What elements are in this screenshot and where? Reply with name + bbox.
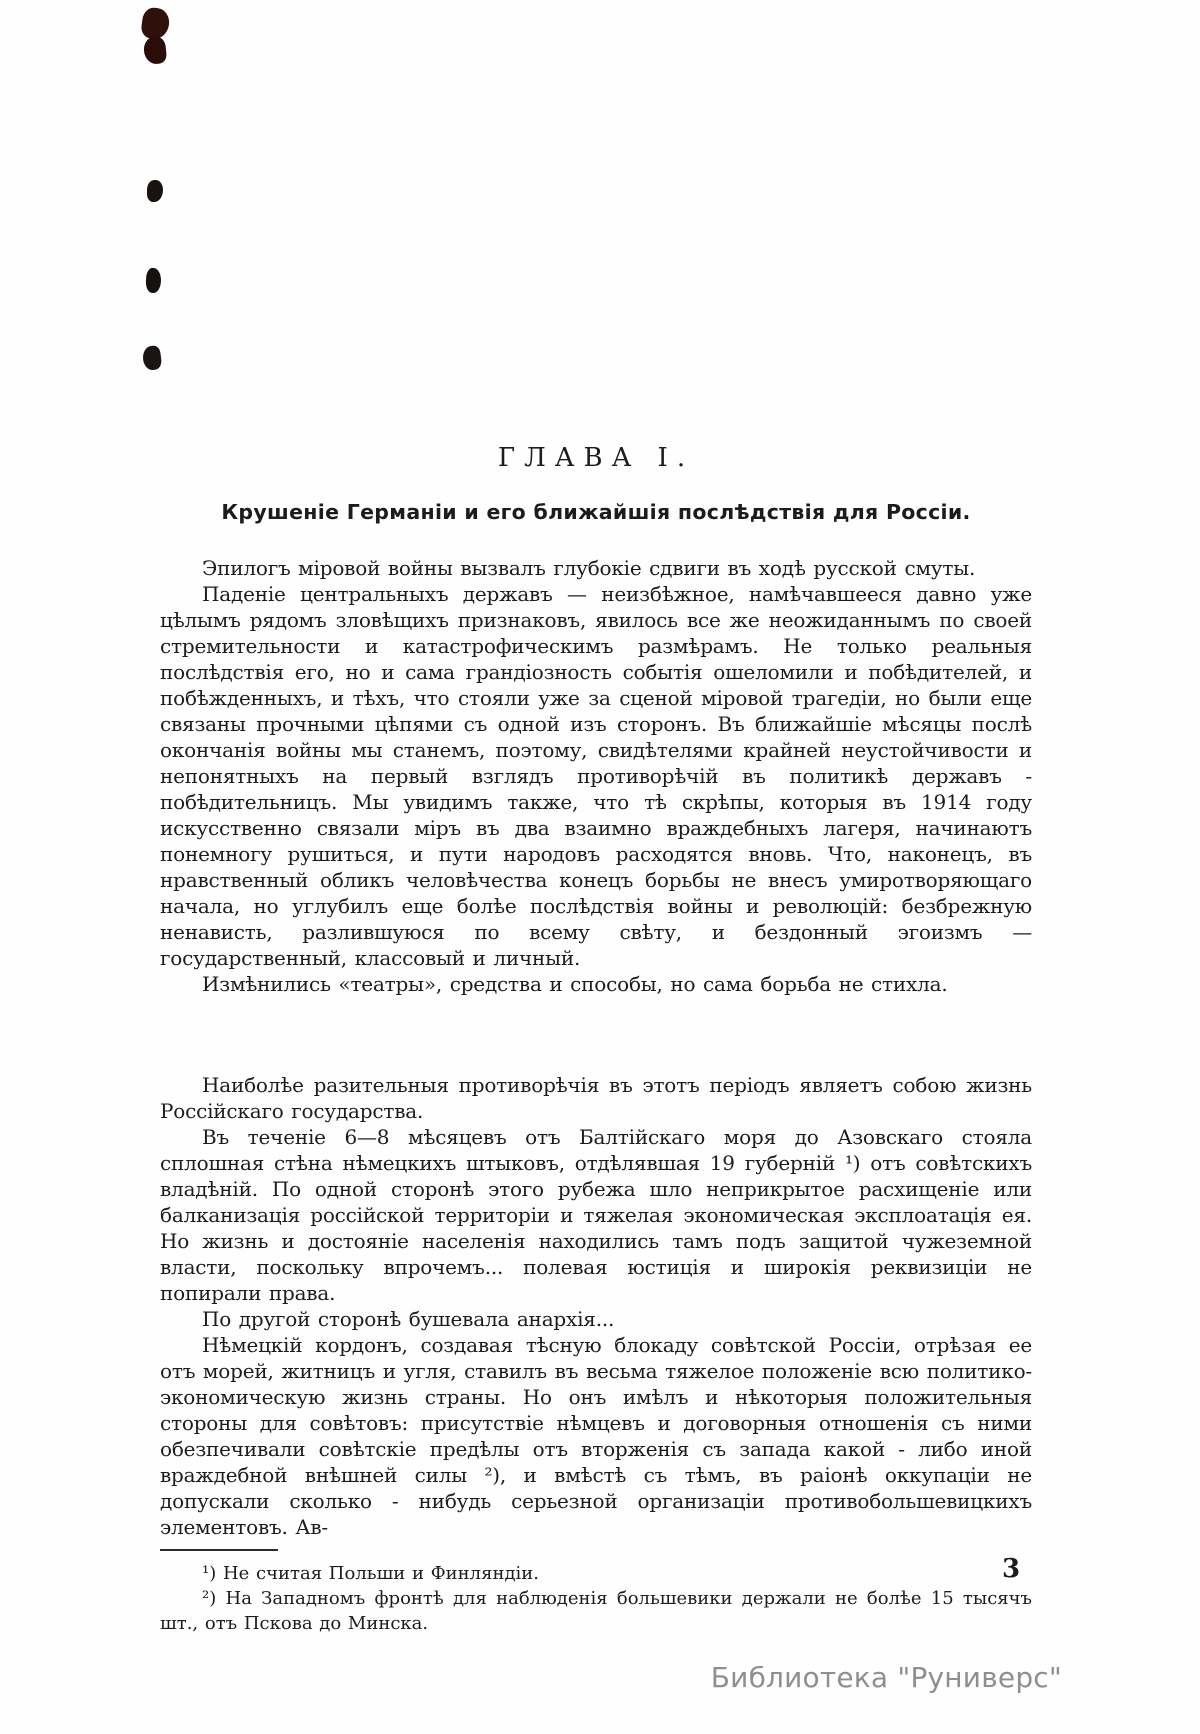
footnote xyxy=(160,1586,1032,1636)
footnote-marker: ¹) xyxy=(202,1563,217,1584)
footnote-text: На Западномъ фронтѣ для наблюденія большевики держали не болѣе 15 тысячъ шт., отъ Пскова до Минска. xyxy=(160,1588,1032,1634)
chapter-subtitle: Крушеніе Германіи и его ближайшія послѣдствія для Россіи. xyxy=(221,500,971,524)
scan-artifact-blob xyxy=(142,345,163,371)
scan-artifact-blob xyxy=(145,268,162,294)
paragraph: По другой сторонѣ бушевала анархія... xyxy=(202,1307,615,1331)
scan-artifact-blob xyxy=(143,36,168,65)
scan-artifact-blob xyxy=(140,6,171,40)
section-break xyxy=(160,997,1032,1072)
paragraph: Въ теченіе 6—8 мѣсяцевъ отъ Балтійскаго моря до Азовскаго стояла сплошная стѣна нѣмецкихъ штыковъ, отдѣлявшая 19 губерній ¹) отъ совѣтскихъ владѣній. По одной сторонѣ этого рубежа шло неприкрытое расхищеніе или балканизація россійской территоріи и тяжелая экономическая эксплоатація ея. Но жизнь и достояніе населенія находились тамъ подъ защитой чужеземной власти, поскольку впрочемъ... полевая юстиція и широкія реквизиціи не попирали права. xyxy=(160,1125,1032,1305)
paragraph: Наиболѣе разительныя противорѣчія въ этотъ періодъ являетъ собою жизнь Россійскаго государства. xyxy=(160,1073,1032,1123)
paragraph: Измѣнились «театры», средства и способы, но сама борьба не стихла. xyxy=(202,972,948,996)
library-watermark: Библиотека "Руниверс" xyxy=(710,1661,1062,1694)
chapter-title: ГЛАВА I. xyxy=(497,443,695,473)
footnote-text: Не считая Польши и Финляндіи. xyxy=(222,1563,540,1584)
footnote xyxy=(160,1561,1032,1586)
footnote-separator xyxy=(160,1549,278,1551)
paragraph: Паденіе центральныхъ державъ — неизбѣжное, намѣчавшееся давно уже цѣлымъ рядомъ зловѣщихъ признаковъ, явилось все же неожиданнымъ по своей стремительности и катастрофическимъ размѣрамъ. Не только реальныя послѣдствія его, но и сама грандіозность событія ошеломили и побѣдителей, и побѣжденныхъ, и тѣхъ, что стояли уже за сценой міровой трагедіи, но были еще связаны прочными цѣпями съ одной изъ сторонъ. Въ ближайшіе мѣсяцы послѣ окончанія войны мы станемъ, поэтому, свидѣтелями крайней неустойчивости и непонятныхъ на первый взглядъ противорѣчій въ политикѣ державъ - побѣдительницъ. Мы увидимъ также, что тѣ скрѣпы, которыя въ 1914 году искусственно связали міръ въ два взаимно враждебныхъ лагеря, начинаютъ понемногу рушиться, и пути народовъ расходятся вновь. Что, наконецъ, въ нравственный обликъ человѣчества конецъ борьбы не внесъ умиротворяющаго начала, но углубилъ еще болѣе послѣдствія войны и революцій: безбрежную ненависть, разлившуюся по всему свѣту, и бездонный эгоизмъ — государственный, классовый и личный. xyxy=(160,582,1032,970)
paragraph: Эпилогъ міровой войны вызвалъ глубокіе сдвиги въ ходѣ русской смуты. xyxy=(202,556,976,580)
text-column xyxy=(160,443,1032,1636)
footnote-marker: ²) xyxy=(202,1588,217,1609)
scan-artifact-blob xyxy=(147,180,163,202)
paragraph: Нѣмецкій кордонъ, создавая тѣсную блокаду совѣтской Россіи, отрѣзая ее отъ морей, житницъ и угля, ставилъ въ весьма тяжелое положеніе всю политико-экономическую жизнь страны. Но онъ имѣлъ и нѣкоторыя положительныя стороны для совѣтовъ: присутствіе нѣмцевъ и договорныя отношенія съ ними обезпечивали совѣтскіе предѣлы отъ вторженія съ запада какой - либо иной враждебной внѣшней силы ²), и вмѣстѣ съ тѣмъ, въ раіонѣ оккупаціи не допускали сколько - нибудь серьезной организаціи противобольшевицкихъ элементовъ. Ав- xyxy=(160,1333,1032,1539)
page-number: 3 xyxy=(1002,1554,1021,1584)
